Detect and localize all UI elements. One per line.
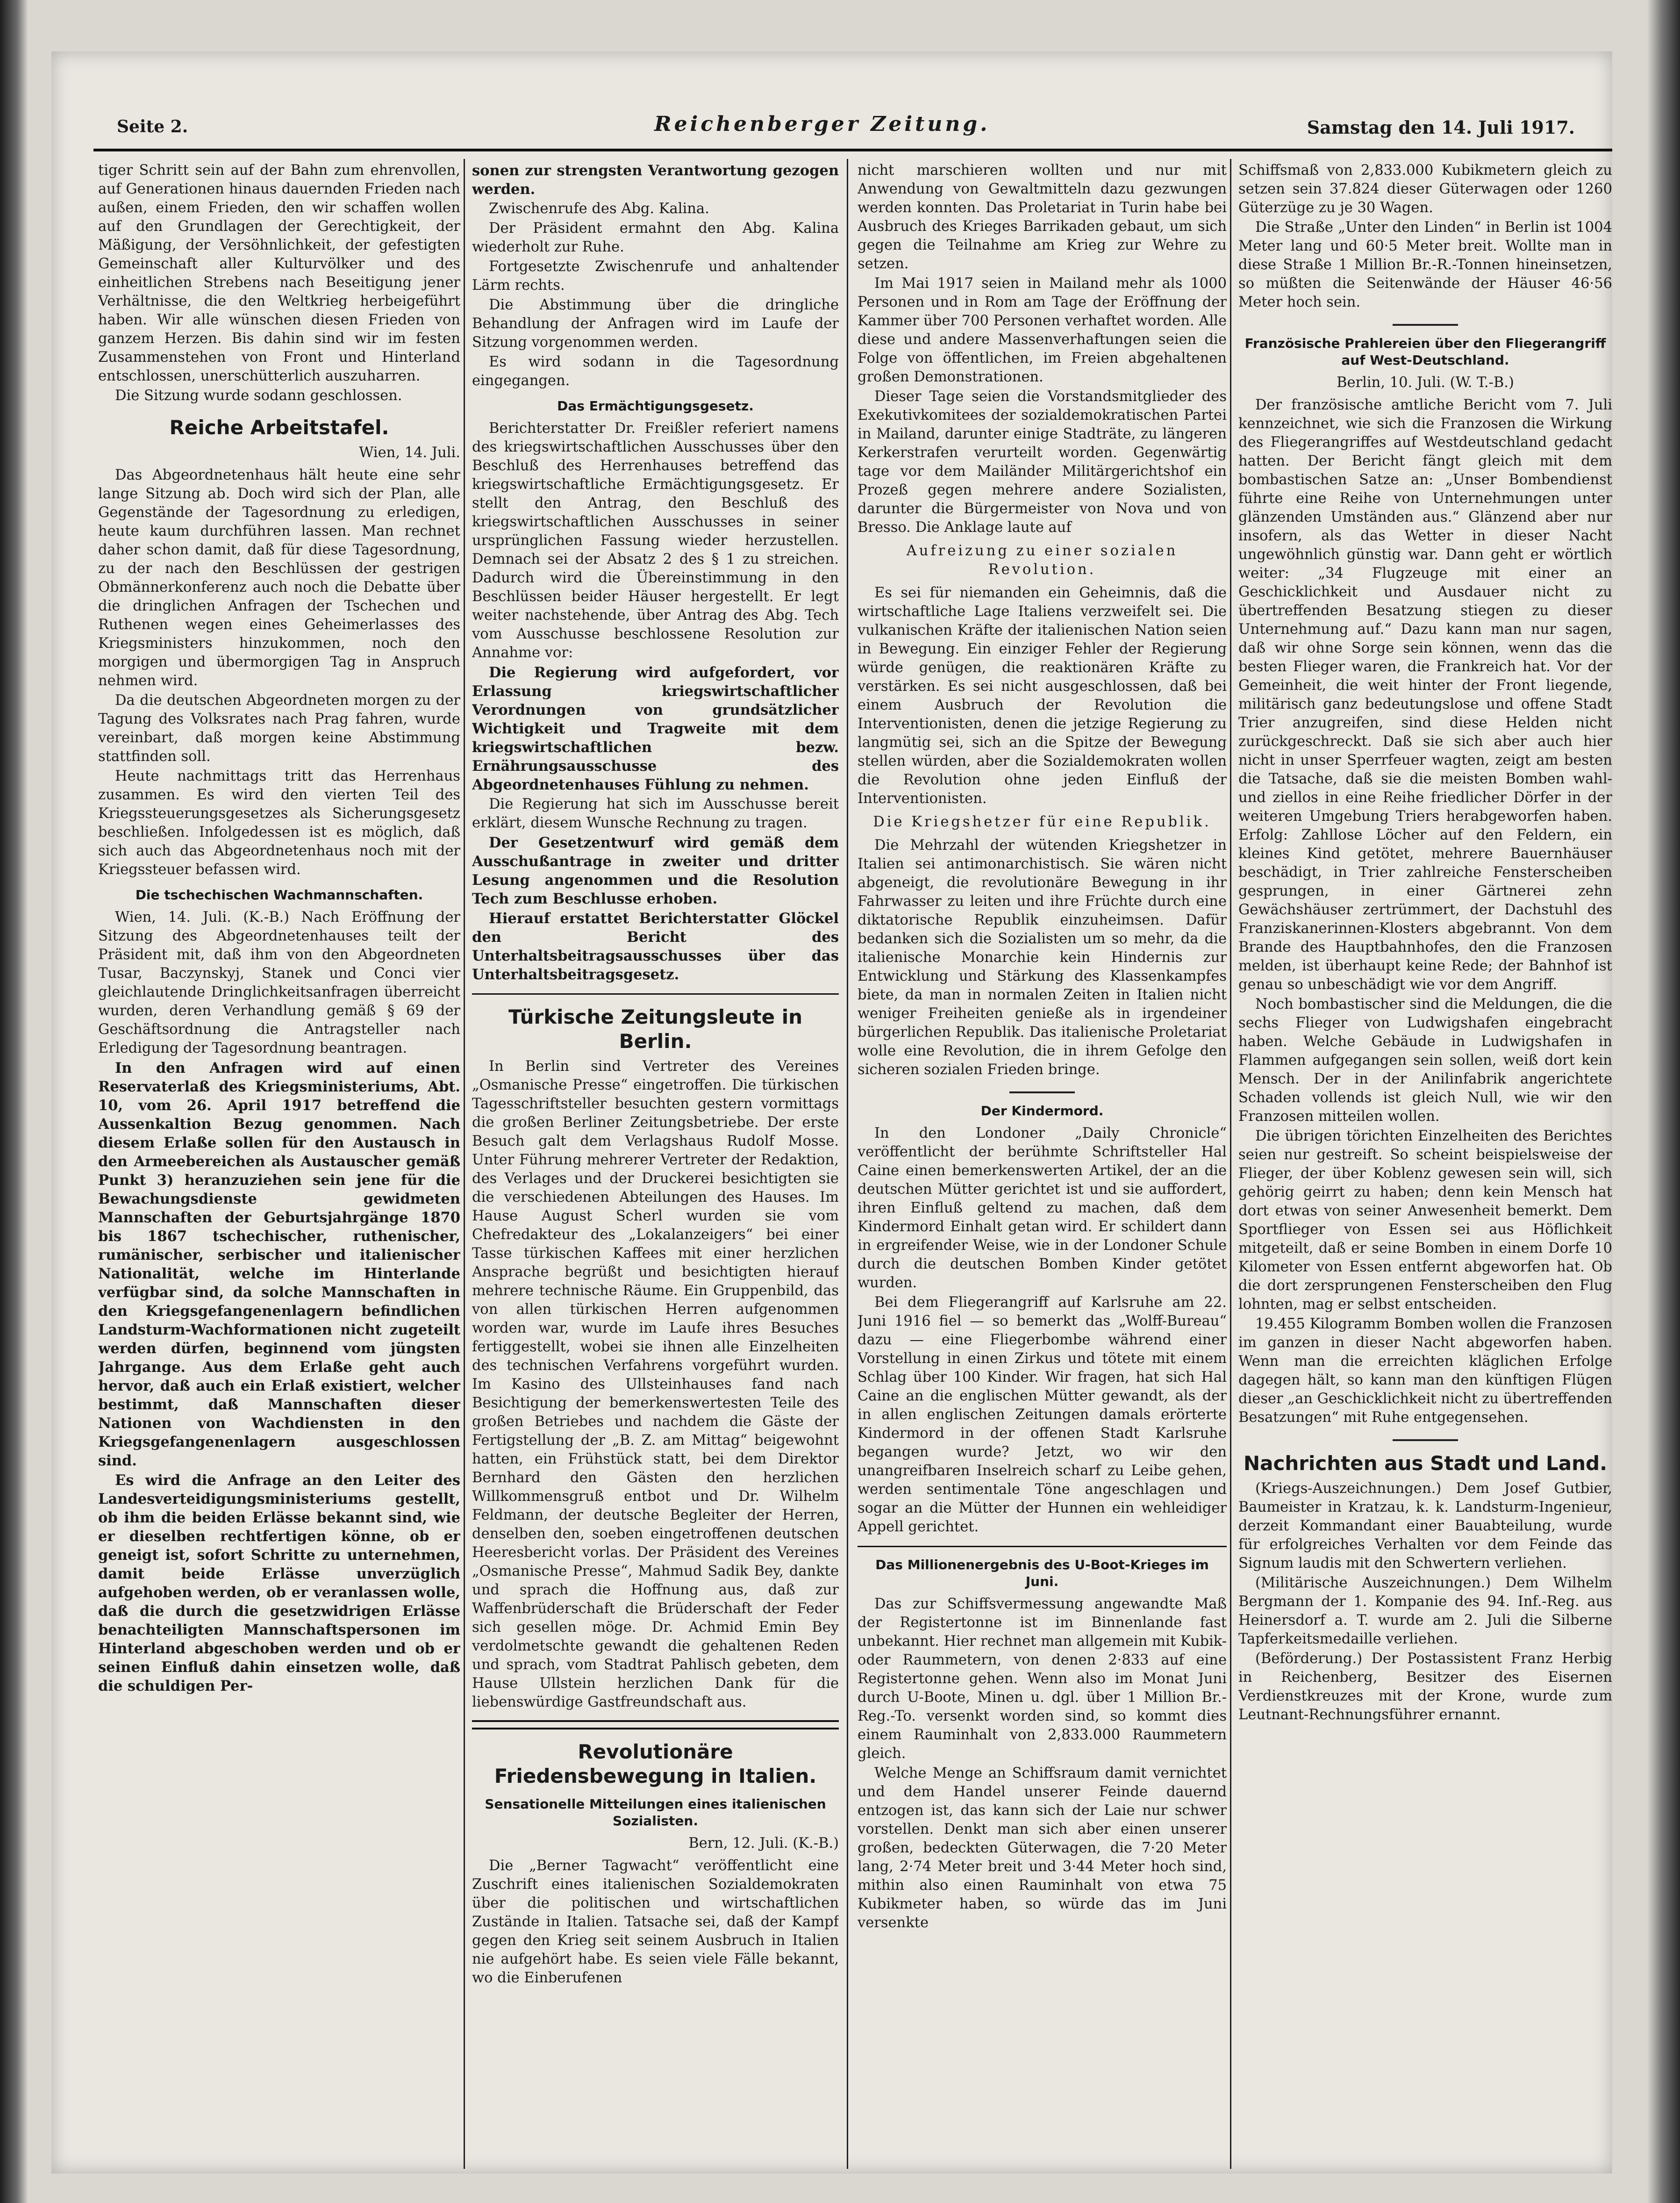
short-divider [1009, 1091, 1075, 1093]
paragraph: Da die deutschen Abgeordneten morgen zu der Tagung des Volksrates nach Prag fahren, wurde vereinbart, daß morgen keine Abstimmung stattfinden soll. [98, 692, 460, 765]
paragraph: Es wird die Anfrage an den Leiter des Landesverteidigungsministeriums gestellt, ob ihm die beiden Erlässe bekannt sind, wie er dieselben rechtfertigen könne, ob er geneigt ist, sofort Schritte zu unternehmen, damit beide Erlässe unverzüglich aufgehoben werden, ob er veranlassen wolle, daß die durch die gesetzwidrigen Erlässe benachteiligten Mannschaftspersonen im Hinterland abgeschoben werden und ob er seinen Einfluß dahin einsetzen wolle, daß die schuldigen Per- [98, 1472, 460, 1694]
section-headline: Nachrichten aus Stadt und Land. [1243, 1452, 1608, 1475]
paragraph: Dieser Tage seien die Vorstandsmitglieder des Exekutivkomitees der sozialdemokratischen Partei in Mailand, darunter einige Stadträte, zu längeren Kerkerstrafen verurteilt worden. Gegenwärtig tage vor dem Mailänder Militärgerichtshof ein Prozeß gegen mehrere andere Sozialisten, darunter die Bürgermeister von Nova und von Bresso. Die Anklage laute auf [858, 388, 1227, 536]
section-heading: Französische Prahlereien über den Fliegerangriff auf West-Deutschland. [1244, 336, 1606, 368]
paragraph: Der Gesetzentwurf wird gemäß dem Ausschußantrage in zweiter und dritter Lesung angenommen und die Resolution Tech zum Beschlusse erhoben. [472, 834, 839, 907]
paragraph: (Militärische Auszeichnungen.) Dem Wilhelm Bergmann der 1. Kompanie des 94. Inf.-Reg. aus Heinersdorf a. T. wurde am 2. Juli die Silberne Tapferkeitsmedaille verliehen. [1238, 1575, 1612, 1647]
paragraph: Die „Berner Tagwacht“ veröffentlicht eine Zuschrift eines italienischen Sozialdemokraten über die politischen und wirtschaftlichen Zustände in Italien. Tatsache sei, daß der Kampf gegen den Krieg seit seinem Ausbruch in Italien nie aufgehört habe. Es seien viele Fälle bekannt, wo die Einberufenen [472, 1858, 839, 1986]
paragraph: Die Straße „Unter den Linden“ in Berlin ist 1004 Meter lang und 60·5 Meter breit. Wollte man in diese Straße 1 Million Br.-R.-Tonnen hineinsetzen, so müßten die Seitenwände der Häuser 46·56 Meter hoch sein. [1238, 219, 1612, 310]
dateline: Wien, 14. Juli. [359, 445, 460, 461]
paragraph: nicht marschieren wollten und nur mit Anwendung von Gewaltmitteln dazu gezwungen werden konnten. Das Proletariat in Turin habe bei Ausbruch des Krieges Barrikaden gebaut, um sich gegen die Teilnahme am Krieg zur Wehre zu setzen. [858, 162, 1227, 272]
paragraph: Schiffsmaß von 2,833.000 Kubikmetern gleich zu setzen sein 37.824 dieser Güterwagen oder 1260 Güterzüge zu je 30 Wagen. [1238, 162, 1612, 216]
article-headline: Reiche Arbeitstafel. [169, 416, 389, 439]
scan-right-edge [1647, 0, 1680, 2203]
header-rule [93, 149, 1612, 151]
paragraph: Heute nachmittags tritt das Herrenhaus zusammen. Es wird den vierten Teil des Kriegssteuerungsgesetzes als Sicherungsgesetz beschließen. Infolgedessen ist es möglich, daß sich auch das Abgeordnetenhaus noch mit der Kriegssteuer befassen wird. [98, 768, 460, 878]
page-number: Seite 2. [117, 117, 188, 136]
paragraph: Das Abgeordnetenhaus hält heute eine sehr lange Sitzung ab. Doch wird sich der Plan, alle Gegenstände der Tagesordnung zu erledigen, heute kaum durchführen lassen. Man rechnet daher schon damit, daß für diese Tagesordnung, zu der nach den Beschlüssen der gestrigen Obmännerkonferenz auch noch die Debatte über die dringlichen Anfragen der Tschechen und Ruthenen wegen eines Geheimerlasses des Kriegsministers hinzukommen, noch den morgigen und übermorgigen Tag in Anspruch nehmen wird. [98, 467, 460, 689]
column-rule [464, 159, 465, 2169]
paragraph: Die Mehrzahl der wütenden Kriegshetzer in Italien sei antimonarchistisch. Sie wären nicht abgeneigt, die revolutionäre Bewegung in ihr Fahrwasser zu leiten und ihre Früchte durch eine diktatorische Republik einzuheimsen. Dafür bedanken sich die Sozialisten um so mehr, da die italienische Monarchie kein Hindernis zur Entwicklung und Stärkung des Klassenkampfes biete, da man in normalen Zeiten in Italien nicht weniger Freiheiten genieße als in irgendeiner bürgerlichen Republik. Das italienische Proletariat wolle eine Revolution, die in ihrem Gefolge den sicheren sozialen Frieden bringe. [858, 837, 1227, 1078]
dateline: Berlin, 10. Juli. (W. T.-B.) [1337, 374, 1514, 391]
paragraph: Fortgesetzte Zwischenrufe und anhaltender Lärm rechts. [472, 258, 839, 294]
paragraph: Zwischenrufe des Abg. Kalina. [489, 201, 709, 217]
column-rule [1230, 159, 1231, 2169]
paragraph: Das zur Schiffsvermessung angewandte Maß der Registertonne ist im Binnenlande fast unbekannt. Hier rechnet man allgemein mit Kubik- oder Raummetern, von denen 2·833 auf eine Registertonne gehen. Wenn also im Monat Juni durch U-Boote, Minen u. dgl. über 1 Million Br.-Reg.-To. versenkt worden sind, so kommt dies einem Rauminhalt von 2,833.000 Raummetern gleich. [858, 1596, 1227, 1762]
section-heading: Das Ermächtigungsgesetz. [557, 398, 754, 414]
paragraph: Die Sitzung wurde sodann geschlossen. [115, 387, 402, 404]
paragraph: Die übrigen törichten Einzelheiten des Berichtes seien nur gestreift. So scheint beispielsweise der Flieger, der über Koblenz gewesen sein will, sich gehörig geirrt zu haben; denn kein Mensch hat dort etwas von seiner Anwesenheit bemerkt. Dem Sportflieger von Essen sei aus Höflichkeit mitgeteilt, daß er seine Bomben in einem Dorfe 10 Kilometer von Essen entfernt abgeworfen hat. Ob die dort zersprungenen Fensterscheiben den Flug lohnten, mag er selbst entscheiden. [1238, 1128, 1612, 1313]
paragraph: Es wird sodann in die Tagesordnung eingegangen. [472, 354, 839, 389]
paragraph: Bei dem Fliegerangriff auf Karlsruhe am 22. Juni 1916 fiel — so bemerkt das „Wolff-Bureau“ dazu — eine Fliegerbombe während einer Vorstellung in einen Zirkus und tötete mit einem Schlag über 100 Kinder. Wir fragen, hat sich Hal Caine an die englischen Mütter gewandt, als der in allen englischen Zeitungen damals erörterte Kindermord in der offenen Stadt Karlsruhe begangen wurde? Jetzt, wo wir den unangreifbaren Inselreich scharf zu Leibe gehen, werden sentimentale Töne angeschlagen und sogar an die Mütter der Hunnen ein wehleidiger Appell gerichtet. [858, 1294, 1227, 1535]
newspaper-title: Reichenberger Zeitung. [654, 112, 990, 136]
dateline: Bern, 12. Juli. (K.-B.) [688, 1835, 839, 1851]
paragraph: (Kriegs-Auszeichnungen.) Dem Josef Gutbier, Baumeister in Kratzau, k. k. Landsturm-Ingenieur, derzeit Kommandant einer Bauabteilung, wurde für erfolgreiches Verhalten vor dem Feinde das Signum laudis mit den Schwertern verliehen. [1238, 1480, 1612, 1572]
section-heading: Aufreizung zu einer sozialen Revolution. [906, 543, 1178, 578]
section-heading: Die tschechischen Wachmannschaften. [135, 887, 423, 903]
paragraph: Berichterstatter Dr. Freißler referiert namens des kriegswirtschaftlichen Ausschusses über den Beschluß des Herrenhauses betreffend das kriegswirtschaftliche Ermächtigungsgesetz. Er stellt den Antrag, den Beschluß des kriegswirtschaftlichen Ausschusses in seiner ursprünglichen Fassung wieder herzustellen. Demnach sei der Absatz 2 des § 1 zu streichen. Dadurch wird die Übereinstimmung in den Beschlüssen beider Häuser hergestellt. Er legt weiter nachstehende, über Antrag des Abg. Tech vom Ausschusse beschlossene Resolution zur Annahme vor: [472, 420, 839, 661]
page-header [70, 112, 1608, 145]
paragraph: Noch bombastischer sind die Meldungen, die die sechs Flieger von Ludwigshafen eingebracht haben. Welche Gebäude in Ludwigshafen in Flammen aufgegangen sein sollen, weiß dort kein Mensch. Der in der Anilinfabrik angerichtete Schaden vollends ist gleich Null, wie wir den Franzosen mitteilen wollen. [1238, 996, 1612, 1125]
section-heading: Der Kindermord. [980, 1103, 1104, 1119]
issue-date: Samstag den 14. Juli 1917. [1307, 117, 1575, 138]
column-1 [98, 161, 460, 2171]
scan-left-edge [0, 0, 28, 2203]
paragraph: tiger Schritt sein auf der Bahn zum ehrenvollen, auf Generationen hinaus dauernden Frieden nach außen, einem Frieden, den wir schaffen wollen auf den Grundlagen der Gerechtigkeit, der Mäßigung, der Versöhnlichkeit, der gefestigten Gemeinschaft aller Kulturvölker und des einheitlichen Strebens nach Beseitigung jener Verhältnisse, die den Weltkrieg herbeigeführt haben. Wir alle wünschen diesen Frieden von ganzem Herzen. Bis dahin sind wir im festen Zusammenstehen von Front und Hinterland entschlossen, unerschütterlich auszuharren. [98, 162, 460, 384]
subheadline: Sensationelle Mitteilungen eines italienischen Sozialisten. [485, 1796, 826, 1829]
article-divider [472, 1720, 839, 1729]
paragraph: Die Abstimmung über die dringliche Behandlung der Anfragen wird im Laufe der Sitzung vorgenommen werden. [472, 297, 839, 351]
paragraph: In den Anfragen wird auf einen Reservaterlaß des Kriegsministeriums, Abt. 10, vom 26. April 1917 betreffend die Aussenkaltion Bezug genommen. Nach diesem Erlaße sollen für den Austausch in den Armeebereichen als Austauscher gemäß Punkt 3) heranzuziehen sein jene für die Bewachungsdienste gewidmeten Mannschaften der Geburtsjahrgänge 1870 bis 1867 tschechischer, ruthenischer, rumänischer, serbischer und italienischer Nationalität, welche im Hinterlande verfügbar sind, da solche Mannschaften in den Kriegsgefangenenlagern befindlichen Landsturm-Wachformationen nicht zugeteilt werden dürfen, beginnend vom jüngsten Jahrgange. Aus dem Erlaße geht auch hervor, daß auch ein Erlaß existiert, welcher bestimmt, daß Mannschaften dieser Nationen von Wachdiensten in den Kriegsgefangenenlagern ausgeschlossen sind. [98, 1060, 460, 1469]
short-divider [1393, 1439, 1458, 1441]
article-headline: Revolutionäre Friedensbewegung in Italien. [494, 1740, 817, 1787]
column-4 [1238, 161, 1612, 2171]
paragraph: Es sei für niemanden ein Geheimnis, daß die wirtschaftliche Lage Italiens verzweifelt sei. Die vulkanischen Kräfte der italienischen Nation seien in Bewegung. Ein einziger Fehler der Regierung würde genügen, die reaktionären Kräfte zu verstärken. Es sei nicht ausgeschlossen, daß bei einem Ausbruch der Revolution die Interventionisten, denen die jetzige Regierung zu langmütig sei, sich an die Spitze der Bewegung stellen würden, aber die Sozialdemokraten wollen die Revolution ohne jeden Einfluß der Interventionisten. [858, 585, 1227, 807]
column-2 [472, 161, 839, 2171]
paragraph: (Beförderung.) Der Postassistent Franz Herbig in Reichenberg, Besitzer des Eisernen Verdienstkreuzes mit der Krone, wurde zum Leutnant-Rechnungsführer ernannt. [1238, 1650, 1612, 1723]
paragraph: Im Mai 1917 seien in Mailand mehr als 1000 Personen und in Rom am Tage der Eröffnung der Kammer über 700 Personen verhaftet worden. Alle diese und andere Massenverhaftungen seien die Folge von öffentlichen, im Freien abgehaltenen großen Demonstrationen. [858, 275, 1227, 385]
paragraph: In Berlin sind Vertreter des Vereines „Osmanische Presse“ eingetroffen. Die türkischen Tagesschriftsteller besuchten gestern vormittags die großen Berliner Zeitungsbetriebe. Der erste Besuch galt dem Verlagshaus Rudolf Mosse. Unter Führung mehrerer Vertreter der Redaktion, des Verlages und der Druckerei besichtigten sie die verschiedenen Abteilungen des Hauses. Im Hause August Scherl wurden sie vom Chefredakteur des „Lokalanzeigers“ bei einer Tasse türkischen Kaffees mit einer herzlichen Ansprache begrüßt und besichtigten hierauf mehrere technische Räume. Ein Gruppenbild, das von allen türkischen Herren aufgenommen worden war, wurde im Laufe ihres Besuches fertiggestellt, wobei sie ihnen alle Einzelheiten des technischen Verfahrens vorgeführt wurden. Im Kasino des Ullsteinhauses fand nach Besichtigung der bemerkenswertesten Teile des großen Betriebes und nachdem die Gäste der Fertigstellung der „B. Z. am Mittag“ beigewohnt hatten, ein Frühstück statt, bei dem Direktor Bernhard den Gästen den herzlichen Willkommensgruß entbot und Dr. Wilhelm Feldmann, der deutsche Begleiter der Herren, denselben den, soeben eingetroffenen deutschen Heeresbericht vorlas. Der Präsident des Vereines „Osmanische Presse“, Mahmud Sadik Bey, dankte und sprach die Hoffnung aus, daß zur Waffenbrüderschaft die Brüderschaft der Feder sich gesellen möge. Dr. Achmid Emin Bey verdolmetschte gewandt die gehaltenen Reden und sprach, vom Stadtrat Pahlisch gebeten, dem Hause Ullstein herzlichen Dank für die liebenswürdige Gastfreundschaft aus. [472, 1058, 839, 1710]
column-3 [858, 161, 1227, 2171]
article-headline: Türkische Zeitungsleute in Berlin. [508, 1005, 803, 1053]
article-divider [858, 1546, 1227, 1547]
section-heading: Das Millionenergebnis des U-Boot-Krieges im Juni. [875, 1557, 1209, 1589]
paragraph: Die Regierung hat sich im Ausschusse bereit erklärt, diesem Wunsche Rechnung zu tragen. [472, 796, 839, 831]
paragraph: Die Regierung wird aufgefordert, vor Erlassung kriegswirtschaftlicher Verordnungen von grundsätzlicher Wichtigkeit und Tragweite mit dem kriegswirtschaftlichen bezw. Ernährungsausschusse des Abgeordnetenhauses Fühlung zu nehmen. [472, 664, 839, 793]
paragraph: Hierauf erstattet Berichterstatter Glöckel den Bericht des Unterhaltsbeitragsausschusses über das Unterhaltsbeitragsgesetz. [472, 910, 839, 983]
paragraph: Welche Menge an Schiffsraum damit vernichtet und dem Handel unserer Feinde dauernd entzogen ist, das kann sich der Laie nur schwer vorstellen. Denkt man sich aber einen unserer großen, bedeckten Güterwagen, die 7·20 Meter lang, 2·74 Meter breit und 3·44 Meter hoch sind, mithin also einen Rauminhalt von etwa 75 Kubikmeter haben, so würde das im Juni versenkte [858, 1765, 1227, 1931]
paragraph: In den Londoner „Daily Chronicle“ veröffentlicht der berühmte Schriftsteller Hal Caine einen bemerkenswerten Artikel, der an die deutschen Mütter gerichtet ist und sie auffordert, ihren Einfluß geltend zu machen, daß dem Kindermord Einhalt getan wird. Er schildert dann in ergreifender Weise, wie in der Londoner Schule durch die deutschen Bomben Kinder getötet wurden. [858, 1125, 1227, 1291]
article-divider [472, 993, 839, 995]
paragraph: sonen zur strengsten Verantwortung gezogen werden. [472, 162, 839, 198]
section-heading: Die Kriegshetzer für eine Republik. [873, 814, 1211, 830]
paragraph: Wien, 14. Juli. (K.-B.) Nach Eröffnung der Sitzung des Abgeordnetenhauses teilt der Präsident mit, daß ihm von den Abgeordneten Tusar, Baczynskyj, Stanek und Conci vier gleichlautende Dringlichkeitsanfragen überreicht wurden, deren Verhandlung gemäß § 69 der Geschäftsordnung die Antragsteller nach Erledigung der Tagesordnung beantragen. [98, 909, 460, 1056]
column-rule [847, 159, 848, 2169]
paragraph: 19.455 Kilogramm Bomben wollen die Franzosen im ganzen in dieser Nacht abgeworfen haben. Wenn man die erreichten kläglichen Erfolge dagegen hält, so kann man den künftigen Flügen dieser „an Geschicklichkeit nicht zu übertreffenden Besatzungen“ mit Ruhe entgegensehen. [1238, 1316, 1612, 1426]
short-divider [1393, 324, 1458, 326]
paragraph: Der Präsident ermahnt den Abg. Kalina wiederholt zur Ruhe. [472, 220, 839, 255]
paragraph: Der französische amtliche Bericht vom 7. Juli kennzeichnet, wie sich die Franzosen die Wirkung des Fliegerangriffes auf Westdeutschland gedacht hatten. Der Bericht fängt gleich mit dem bombastischen Satze an: „Unser Bombendienst führte eine Reihe von Unternehmungen unter glänzenden Umständen aus.“ Glänzend aber nur insofern, als das Wetter in dieser Nacht ungewöhnlich günstig war. Dann geht er wörtlich weiter: „34 Flugzeuge mit einer an Geschicklichkeit und Ausdauer nicht zu übertreffenden Besatzung stiegen zu dieser Unternehmung auf.“ Dazu kann man nur sagen, daß wir ohne Sorge sein können, wenn das die besten Flieger waren, die Frankreich hat. Vor der Gemeinheit, die weit hinter der Front liegende, militärisch ganz bedeutungslose und offene Stadt Trier anzugreifen, sind diese Helden nicht zurückgeschreckt. Daß sie sich aber auch hier nicht in unser Sperrfeuer wagten, zeigt am besten die Tatsache, daß sie die meisten Bomben wahl- und ziellos in eine Reihe friedlicher Dörfer in der weiteren Umgebung Triers herabgeworfen haben. Erfolg: Zahllose Löcher auf den Feldern, ein kleines Kind getötet, mehrere Bauernhäuser beschädigt, in Trier zahlreiche Fensterscheiben gesprungen, in einer Gärtnerei zehn Gewächshäuser zertrümmert, der Dachstuhl des Franziskanerinnen-Klosters abgebrannt. Von dem Brande des Hauptbahnhofes, den die Franzosen melden, ist überhaupt keine Rede; der Bahnhof ist genau so unbeschädigt wie vor dem Angriff. [1238, 397, 1612, 993]
